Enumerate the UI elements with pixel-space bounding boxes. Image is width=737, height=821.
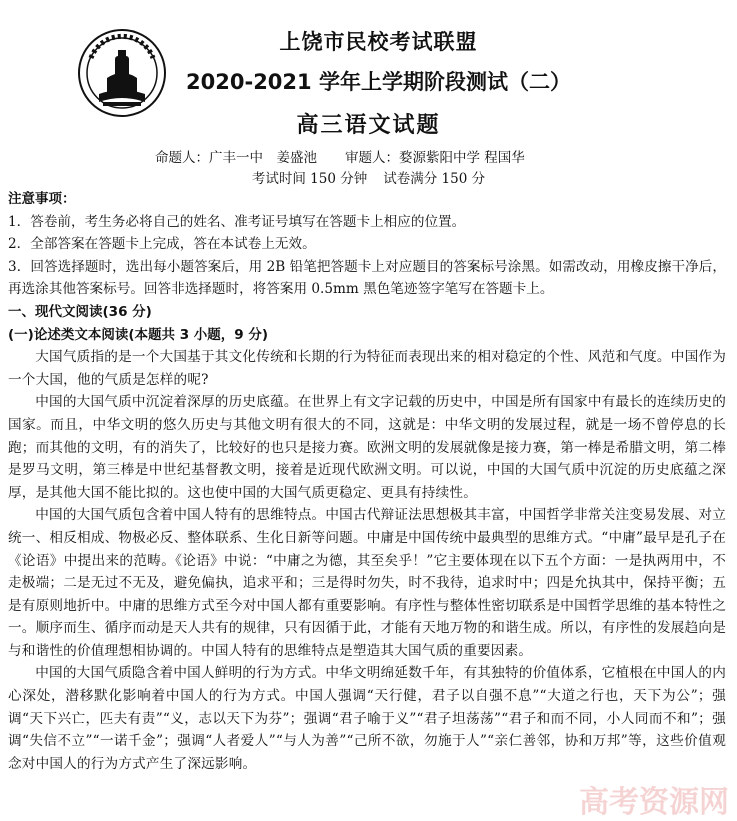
exam-info-line xyxy=(0,167,737,187)
exam-score: 试卷满分 150 分 xyxy=(383,171,486,187)
org-title: 上饶市民校考试联盟 xyxy=(279,30,478,54)
subsection-title: (一)论述类文本阅读(本题共 3 小题，9 分) xyxy=(8,326,269,343)
paragraph: 中国的大国气质包含着中国人特有的思维特点。中国古代辩证法思想极其丰富，中国哲学非常关注变易发展、对立统一、相反相成、物极必反、整体联系、生化日新等问题。中庸是中国传统中最典型的思维方式。“中庸”最早是孔子在《论语》中提出来的范畴。《论语》中说：“中庸之为德，其至矣乎！”它主要体现在以下五个方面：一是执两用中，不走极端；二是无过不无及，避免偏执，追求平和；三是得时勿失，时不我待，追求时中；四是允执其中，保持平衡；五是有原则地折中。中庸的思维方式至今对中国人都有重要影响。有序性与整体性密切联系是中国哲学思维的基本特性之一。顺序而生、循序而动是天人共有的规律，只有因循于此，才能有天地万物的和谐生成。所以，有序性的发展趋向是与和谐性的价值理想相协调的。中国人特有的思维特点是塑造其大国气质的重要因素。 xyxy=(8,507,726,659)
exam-time: 考试时间 150 分钟 xyxy=(251,171,368,187)
note-item: 1．答卷前，考生务必将自己的姓名、准考证号填写在答题卡上相应的位置。 xyxy=(8,213,466,230)
section-title: 一、现代文阅读(36 分) xyxy=(8,303,152,320)
note-item: 3．回答选择题时，选出每小题答案后，用 2B 铅笔把答题卡上对应题目的答案标号涂黑。如需改动，用橡皮擦干净后，再选涂其他答案标号。回答非选择题时，将答案用 0.5mm 黑色笔迹签字笔写在答题卡上。 xyxy=(8,258,726,298)
author-line xyxy=(155,146,525,166)
exam-title: 2020-2021 学年上学期阶段测试（二） xyxy=(186,70,571,94)
paragraph: 中国的大国气质中沉淀着深厚的历史底蕴。在世界上有文字记载的历史中，中国是所有国家中有最长的连续历史的国家。而且，中华文明的悠久历史与其他文明有很大的不同，这就是：中华文明的发展过程，就是一场不曾停息的长跑；而其他的文明，有的消失了，比较好的也只是接力赛。欧洲文明的发展就像是接力赛，第一棒是希腊文明，第二棒是罗马文明，第三棒是中世纪基督教文明，接着是近现代欧洲文明。可以说，中国的大国气质中沉淀的历史底蕴之深厚，是其他大国不能比拟的。这也使中国的大国气质更稳定、更具有持续性。 xyxy=(8,394,726,501)
paragraph: 中国的大国气质隐含着中国人鲜明的行为方式。中华文明绵延数千年，有其独特的价值体系，它植根在中国人的内心深处，潜移默化影响着中国人的行为方式。中国人强调“天行健，君子以自强不息”“大道之行也，天下为公”；强调“天下兴亡，匹夫有责”“义，志以天下为芬”；强调“君子喻于义”“君子坦荡荡”“君子和而不同，小人同而不和”；强调“失信不立”“一诺千金”；强调“人者爱人”“与人为善”“己所不欲，勿施于人”“亲仁善邻，协和万邦”等，这些价值观念对中国人的行为方式产生了深远影响。 xyxy=(8,665,726,772)
document-body xyxy=(8,188,726,775)
note-item: 2．全部答案在答题卡上完成，答在本试卷上无效。 xyxy=(8,236,316,253)
watermark: 高考资源网 xyxy=(579,785,729,820)
subject-title: 高三语文试题 xyxy=(296,113,441,138)
author: 命题人：广丰一中 姜盛池 xyxy=(155,150,317,166)
notes-title: 注意事项： xyxy=(8,191,76,207)
reviewer: 审题人：婺源紫阳中学 程国华 xyxy=(345,150,525,166)
paragraph: 大国气质指的是一个大国基于其文化传统和长期的行为特征而表现出来的相对稳定的个性、风范和气度。中国作为一个大国，他的气质是怎样的呢? xyxy=(8,349,726,388)
